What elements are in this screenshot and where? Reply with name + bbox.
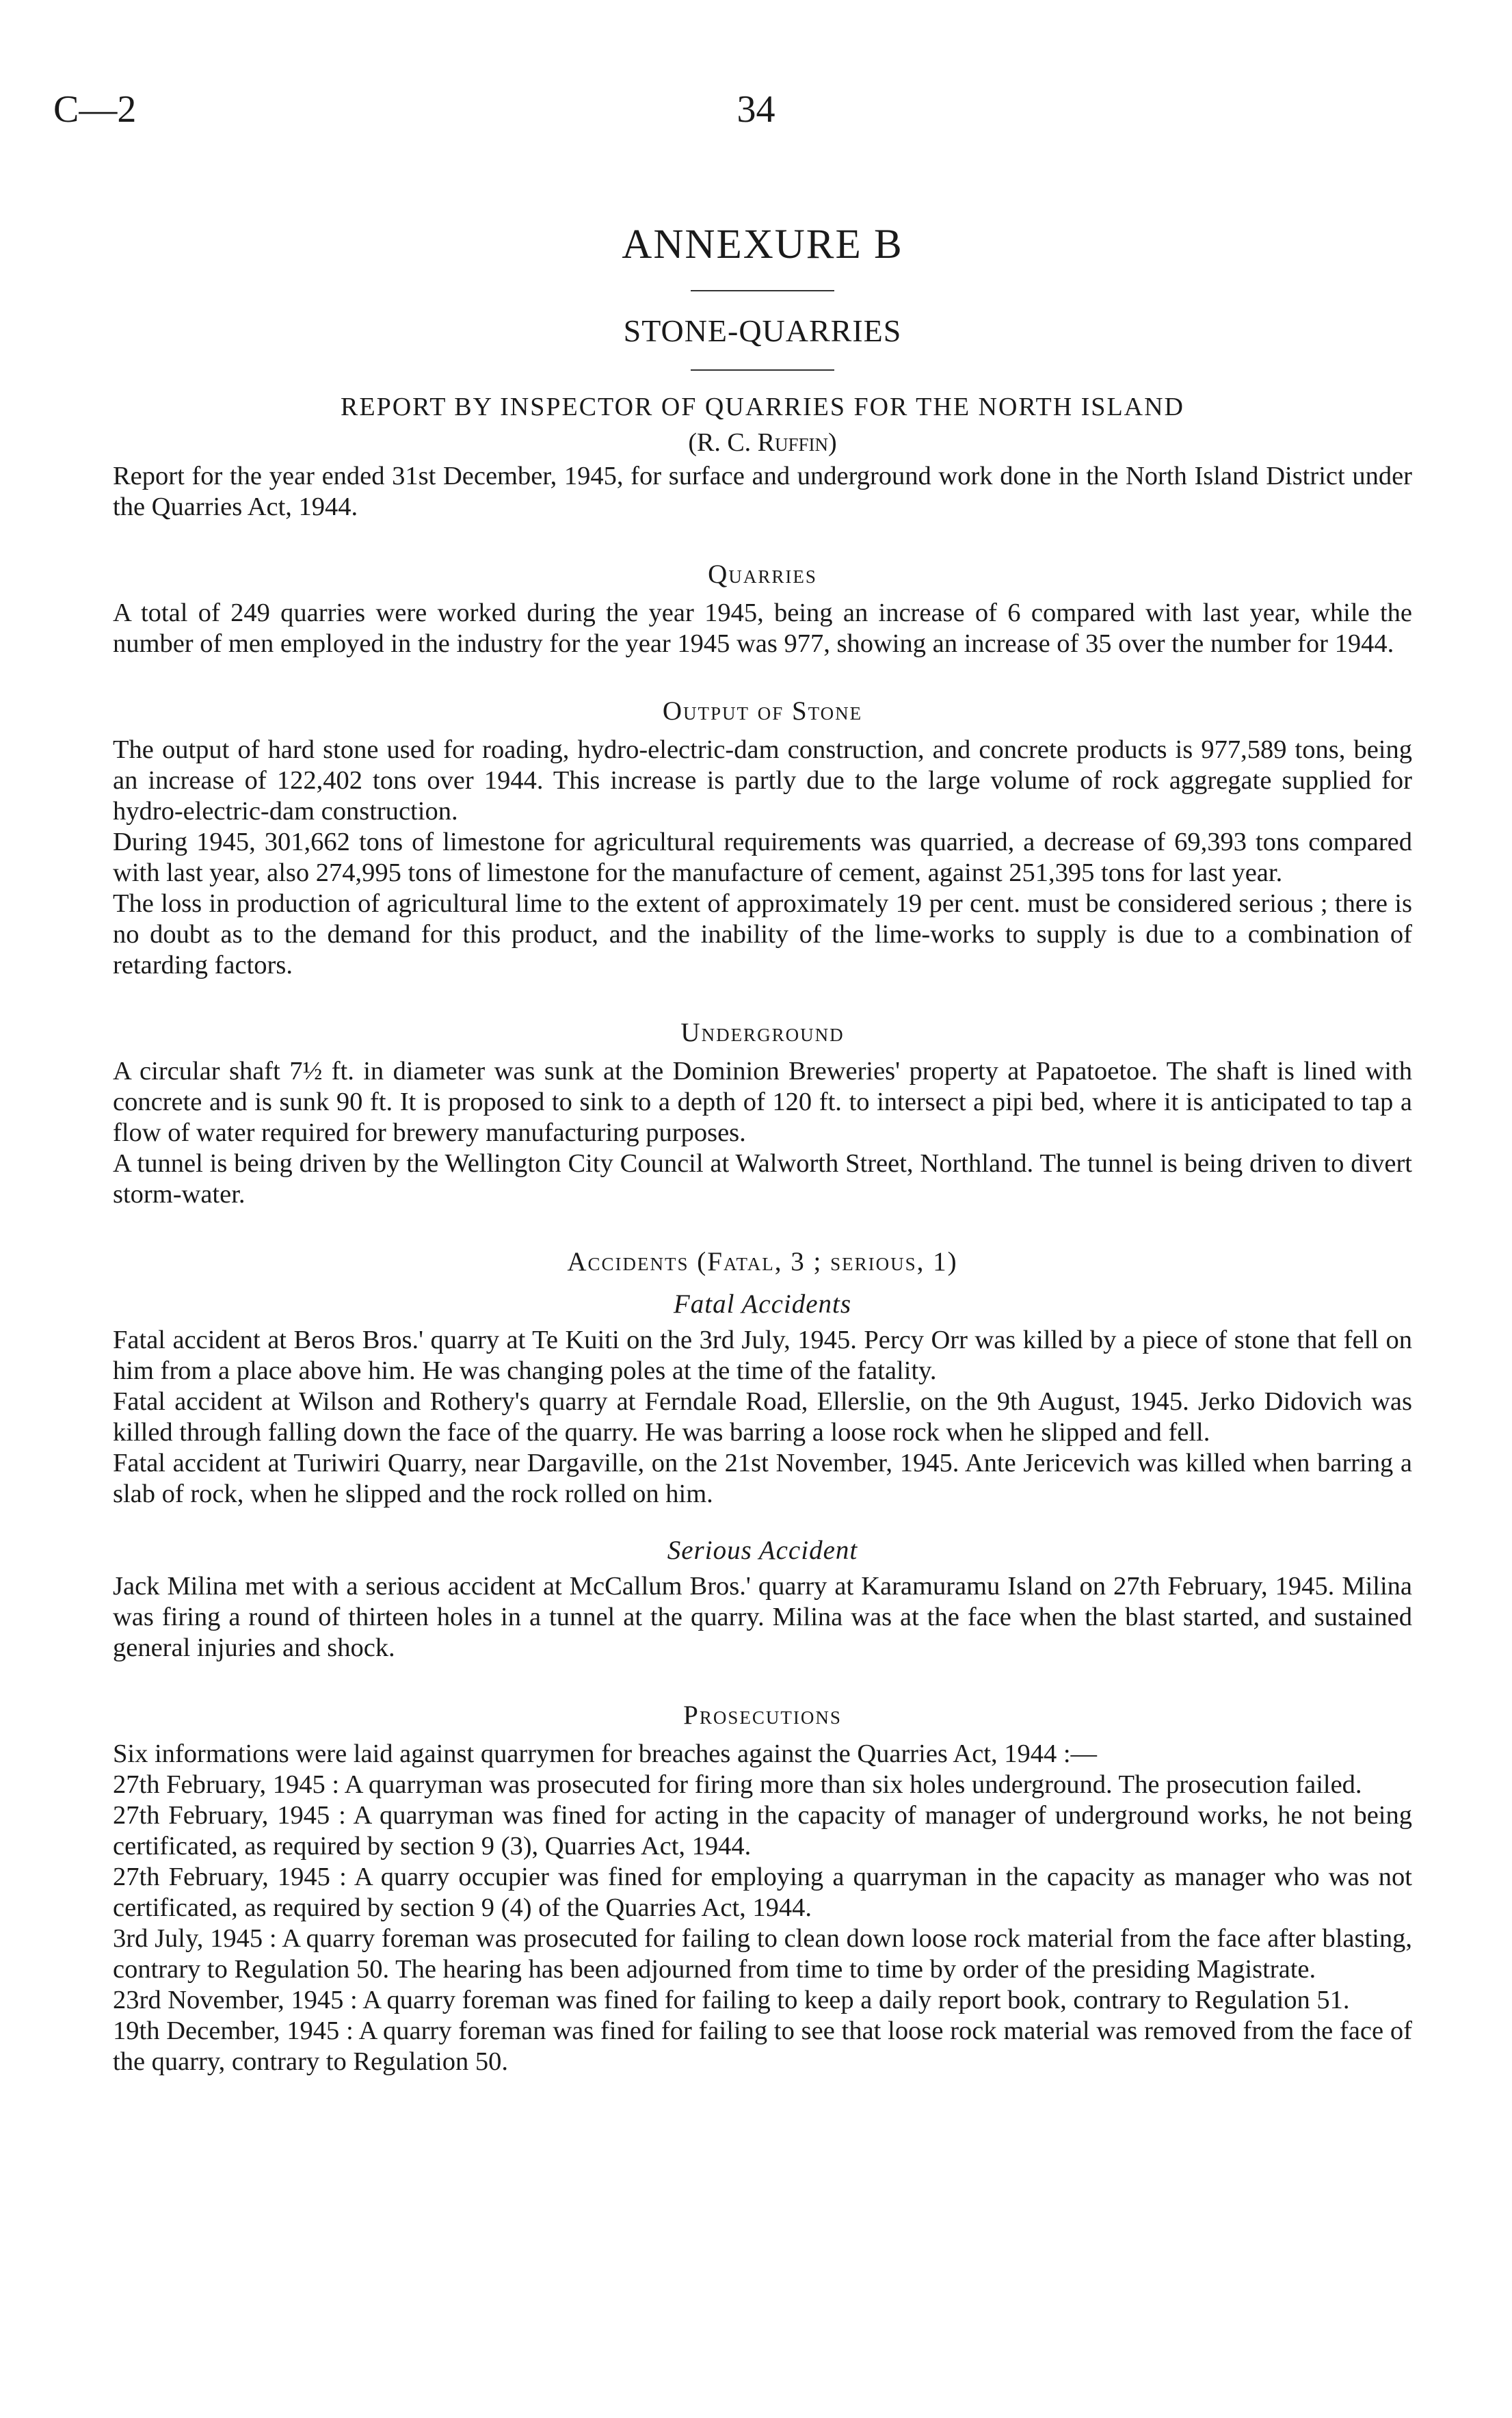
prosecution-paragraph: 23rd November, 1945 : A quarry foreman was fined for failing to keep a daily report book, contrary to Regulation 51.: [113, 1986, 1350, 2014]
quarries-paragraph: A total of 249 quarries were worked during the year 1945, being an increase of 6 compared with last year, while the number of men employed in the industry for the year 1945 was 977, showing an increase of 35 over the number for 1944.: [113, 599, 1412, 658]
output-paragraph: The loss in production of agricultural lime to the extent of approximately 19 per cent. must be considered serious ; there is no doubt as to the demand for this product, and the inability of the lime-works to supply is due to a combination of retarding factors.: [113, 889, 1412, 980]
fatal-accident-paragraph: Fatal accident at Wilson and Rothery's quarry at Ferndale Road, Ellerslie, on the 9th August, 1945. Jerko Didovich was killed through falling down the face of the quarry. He was barring a loose rock when he slipped and fell.: [113, 1387, 1412, 1447]
intro-paragraph: Report for the year ended 31st December, 1945, for surface and underground work done in the North Island District under the Quarries Act, 1944.: [113, 462, 1412, 521]
author-byline: (R. C. Ruffin): [688, 428, 837, 457]
prosecution-paragraph: 27th February, 1945 : A quarryman was fined for acting in the capacity of manager of underground works, he not being certificated, as required by section 9 (3), Quarries Act, 1944.: [113, 1801, 1412, 1861]
prosecutions-heading: Prosecutions: [683, 1700, 842, 1730]
fatal-accident-paragraph: Fatal accident at Beros Bros.' quarry at Te Kuiti on the 3rd July, 1945. Percy Orr was killed by a piece of stone that fell on him from a place above him. He was changing poles at the time of the fatality.: [113, 1326, 1412, 1385]
prosecution-paragraph: 19th December, 1945 : A quarry foreman was fined for failing to see that loose rock material was removed from the face of the quarry, contrary to Regulation 50.: [113, 2016, 1412, 2076]
output-heading: Output of Stone: [662, 696, 863, 726]
report-heading: REPORT BY INSPECTOR OF QUARRIES FOR THE NORTH ISLAND: [341, 393, 1184, 421]
fatal-accidents-heading: Fatal Accidents: [673, 1289, 852, 1319]
prosecution-paragraph: 3rd July, 1945 : A quarry foreman was prosecuted for failing to clean down loose rock material from the face after blasting, contrary to Regulation 50. The hearing has been adjourned from time to time by order of the presiding Magistrate.: [113, 1924, 1412, 1984]
prosecution-paragraph: 27th February, 1945 : A quarry occupier was fined for employing a quarryman in the capacity as manager who was not certificated, as required by section 9 (4) of the Quarries Act, 1944.: [113, 1863, 1412, 1922]
page-number: 34: [737, 88, 775, 131]
subtitle-divider: [691, 369, 834, 371]
prosecution-paragraph: Six informations were laid against quarrymen for breaches against the Quarries Act, 1944 :—: [113, 1739, 1098, 1768]
parliamentary-paper-code: C—2: [53, 88, 137, 131]
underground-paragraph: A circular shaft 7½ ft. in diameter was sunk at the Dominion Breweries' property at Papatoetoe. The shaft is lined with concrete and is sunk 90 ft. It is proposed to sink to a depth of 120 ft. to intersect a pipi bed, where it is anticipated to tap a flow of water required for brewery manufacturing purposes.: [113, 1057, 1412, 1147]
quarries-heading: Quarries: [708, 560, 817, 589]
serious-accident-heading: Serious Accident: [667, 1536, 858, 1565]
output-paragraph: The output of hard stone used for roading, hydro-electric-dam construction, and concrete products is 977,589 tons, being an increase of 122,402 tons over 1944. This increase is partly due to the large volume of rock aggregate supplied for hydro-electric-dam construction.: [113, 735, 1412, 826]
annexure-title: ANNEXURE B: [622, 222, 903, 267]
output-paragraph: During 1945, 301,662 tons of limestone for agricultural requirements was quarried, a decrease of 69,393 tons compared with last year, also 274,995 tons of limestone for the manufacture of cement, against 251,395 tons for last year.: [113, 828, 1412, 887]
fatal-accident-paragraph: Fatal accident at Turiwiri Quarry, near Dargaville, on the 21st November, 1945. Ante Jericevich was killed when barring a slab of rock, when he slipped and the rock rolled on him.: [113, 1449, 1412, 1508]
underground-heading: Underground: [680, 1018, 845, 1047]
serious-accident-paragraph: Jack Milina met with a serious accident at McCallum Bros.' quarry at Karamuramu Island on 27th February, 1945. Milina was firing a round of thirteen holes in a tunnel at the quarry. Milina was at the face when the blast started, and sustained general injuries and shock.: [113, 1572, 1412, 1662]
prosecution-paragraph: 27th February, 1945 : A quarryman was prosecuted for firing more than six holes underground. The prosecution failed.: [113, 1770, 1362, 1799]
accidents-heading: Accidents (Fatal, 3 ; serious, 1): [567, 1247, 958, 1276]
page-content: [113, 218, 1412, 2077]
underground-paragraph: A tunnel is being driven by the Wellington City Council at Walworth Street, Northland. The tunnel is being driven to divert storm-water.: [113, 1149, 1412, 1209]
section-title: STONE-QUARRIES: [623, 313, 902, 348]
title-divider: [691, 290, 834, 291]
